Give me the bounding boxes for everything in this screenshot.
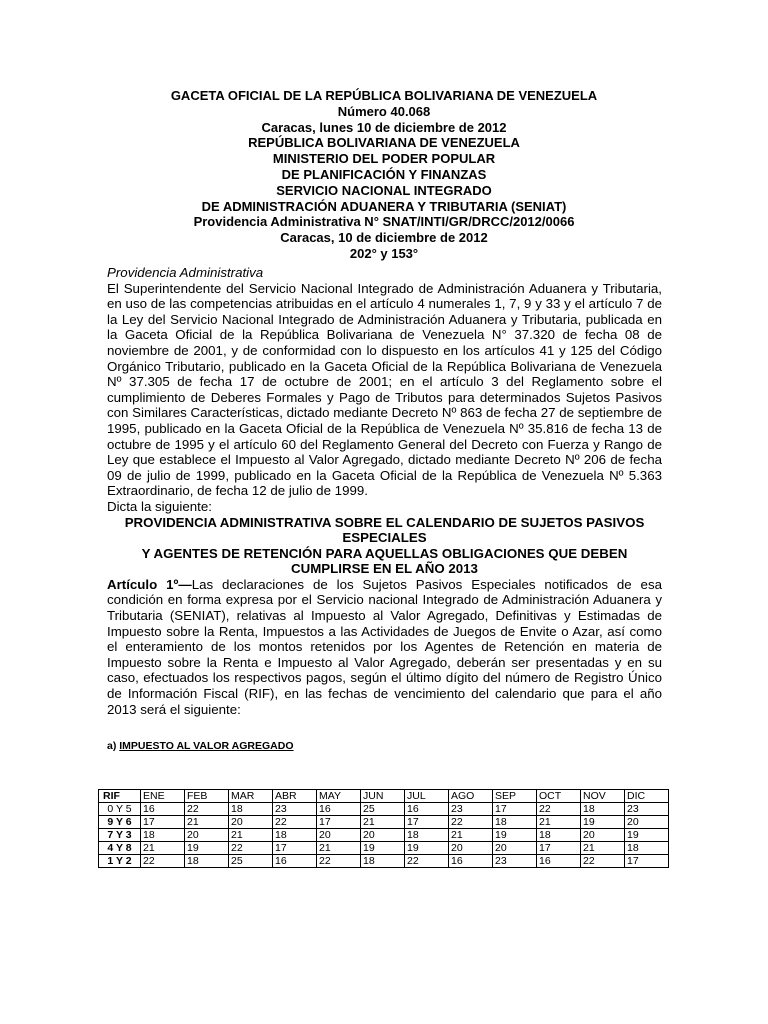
table-header-cell: DIC [625,790,669,803]
table-cell: 20 [449,842,493,855]
table-cell: 20 [229,816,273,829]
rif-digits-cell: 4 Y 8 [99,842,141,855]
table-header-cell: JUN [361,790,405,803]
table-header-cell: MAY [317,790,361,803]
table-cell: 16 [405,803,449,816]
table-cell: 18 [273,829,317,842]
rif-digits-cell: 0 Y 5 [99,803,141,816]
table-cell: 22 [317,855,361,868]
table-cell: 16 [273,855,317,868]
table-cell: 22 [449,816,493,829]
table-cell: 19 [405,842,449,855]
document-body [107,265,662,753]
table-cell: 18 [185,855,229,868]
table-cell: 22 [141,855,185,868]
table-cell: 22 [273,816,317,829]
service-line-2: DE ADMINISTRACIÓN ADUANERA Y TRIBUTARIA (SENIAT) [201,198,567,214]
iva-calendar-table [98,789,669,868]
table-cell: 18 [537,829,581,842]
gazette-number: Número 40.068 [337,103,431,119]
table-cell: 18 [361,855,405,868]
table-cell: 19 [493,829,537,842]
providencia-number: Providencia Administrativa N° SNAT/INTI/GR/DRCC/2012/0066 [193,214,575,230]
table-cell: 20 [493,842,537,855]
table-row [99,829,669,842]
rif-digits-cell: 7 Y 3 [99,829,141,842]
table-cell: 20 [625,816,669,829]
rif-digits-cell: 9 Y 6 [99,816,141,829]
providencia-title-2: Y AGENTES DE RETENCIÓN PARA AQUELLAS OBLIGACIONES QUE DEBEN CUMPLIRSE EN EL AÑO 2013 [141,545,628,577]
table-cell: 17 [273,842,317,855]
table-cell: 19 [625,829,669,842]
table-cell: 17 [317,816,361,829]
dicta-line: Dicta la siguiente: [107,498,212,514]
table-cell: 21 [185,816,229,829]
table-header-cell: ENE [141,790,185,803]
document-header [100,88,668,262]
table-cell: 23 [493,855,537,868]
years-line: 202° y 153° [349,245,419,261]
table-row [99,816,669,829]
table-cell: 16 [537,855,581,868]
table-cell: 22 [229,842,273,855]
table-header-cell: SEP [493,790,537,803]
table-cell: 21 [361,816,405,829]
table-cell: 16 [449,855,493,868]
table-header-cell: ABR [273,790,317,803]
gazette-title: GACETA OFICIAL DE LA REPÚBLICA BOLIVARIANA DE VENEZUELA [170,88,598,103]
ministry-line-2: DE PLANIFICACIÓN Y FINANZAS [281,166,487,182]
table-cell: 21 [141,842,185,855]
table-cell: 20 [361,829,405,842]
table-cell: 22 [405,855,449,868]
table-cell: 23 [625,803,669,816]
table-header-cell: OCT [537,790,581,803]
service-line-1: SERVICIO NACIONAL INTEGRADO [276,182,492,198]
article-1-text: Las declaraciones de los Sujetos Pasivos Especiales notificados de esa condición en forma expresa por el Servicio nacional Integrado de Administración Aduanera y Tributaria (SENIAT), relativas al Impuesto al Valor Agregado, Definitivas y Estimadas de Impuesto sobre la Renta, Impuestos a las Actividades de Juegos de Envite o Azar, así como el enteramiento de los montos retenidos por los Agentes de Retención en materia de Impuesto sobre la Renta e Impuesto al Valor Agregado, deberán ser presentadas y en su caso, efectuados los respectivos pagos, según el último dígito del número de Registro Único de Información Fiscal (RIF), en las fechas de vencimiento del calendario que para el año 2013 será el siguiente: [107,576,662,717]
table-cell: 19 [361,842,405,855]
table-cell: 20 [581,829,625,842]
ministry-line-1: MINISTERIO DEL PODER POPULAR [272,151,496,167]
gazette-date: Caracas, lunes 10 de diciembre de 2012 [261,119,507,135]
table-row [99,842,669,855]
section-title: IMPUESTO AL VALOR AGREGADO [119,740,294,753]
table-header-cell: FEB [185,790,229,803]
providencia-title-1: PROVIDENCIA ADMINISTRATIVA SOBRE EL CALENDARIO DE SUJETOS PASIVOS ESPECIALES [124,514,645,546]
article-1-paragraph [107,577,662,717]
table-cell: 20 [317,829,361,842]
article-1-label: Artículo 1º— [107,576,192,592]
table-row [99,803,669,816]
table-header-cell: MAR [229,790,273,803]
table-cell: 18 [405,829,449,842]
table-cell: 18 [141,829,185,842]
table-cell: 18 [229,803,273,816]
table-cell: 21 [449,829,493,842]
table-header-cell: JUL [405,790,449,803]
rif-digits-cell: 1 Y 2 [99,855,141,868]
table-header-cell: RIF [99,790,141,803]
table-header-cell: NOV [581,790,625,803]
table-cell: 25 [229,855,273,868]
table-cell: 21 [537,816,581,829]
table-cell: 25 [361,803,405,816]
table-header-cell: AGO [449,790,493,803]
table-cell: 22 [581,855,625,868]
table-cell: 18 [625,842,669,855]
table-cell: 17 [625,855,669,868]
providencia-date: Caracas, 10 de diciembre de 2012 [280,230,488,246]
table-cell: 21 [317,842,361,855]
table-cell: 23 [273,803,317,816]
republic-name: REPÚBLICA BOLIVARIANA DE VENEZUELA [248,135,520,151]
table-cell: 18 [493,816,537,829]
section-prefix: a) [107,740,120,753]
table-cell: 23 [449,803,493,816]
table-cell: 19 [185,842,229,855]
table-cell: 17 [141,816,185,829]
table-cell: 16 [317,803,361,816]
table-cell: 20 [185,829,229,842]
table-cell: 21 [581,842,625,855]
table-cell: 17 [405,816,449,829]
subtitle: Providencia Administrativa [107,265,264,280]
table-cell: 17 [493,803,537,816]
table-cell: 16 [141,803,185,816]
table-row [99,855,669,868]
table-cell: 21 [229,829,273,842]
table-cell: 19 [581,816,625,829]
table-cell: 18 [581,803,625,816]
section-heading [107,739,662,753]
table-cell: 22 [537,803,581,816]
intro-paragraph: El Superintendente del Servicio Nacional Integrado de Administración Aduanera y Tributaria, en uso de las competencias atribuidas en el artículo 4 numerales 1, 7, 9 y 33 y el artículo 7 de la Ley del Servicio Nacional Integrado de Administración Aduanera y Tributaria, publicada en la Gaceta Oficial de la República Bolivariana de Venezuela N° 37.320 de fecha 08 de noviembre de 2001, y de conformidad con lo dispuesto en los artículos 41 y 125 del Código Orgánico Tributario, publicado en la Gaceta Oficial de la República Bolivariana de Venezuela Nº 37.305 de fecha 17 de octubre de 2001; en el artículo 3 del Reglamento sobre el cumplimiento de Deberes Formales y Pago de Tributos para determinados Sujetos Pasivos con Similares Características, dictado mediante Decreto Nº 863 de fecha 27 de septiembre de 1995, publicado en la Gaceta Oficial de la República de Venezuela Nº 35.816 de fecha 13 de octubre de 1995 y el artículo 60 del Reglamento General del Decreto con Fuerza y Rango de Ley que establece el Impuesto al Valor Agregado, dictado mediante Decreto Nº 206 de fecha 09 de julio de 1999, publicado en la Gaceta Oficial de la República de Venezuela Nº 5.363 Extraordinario, de fecha 12 de julio de 1999. [107,280,662,499]
table-cell: 17 [537,842,581,855]
table-cell: 22 [185,803,229,816]
table-header-row [99,790,669,803]
